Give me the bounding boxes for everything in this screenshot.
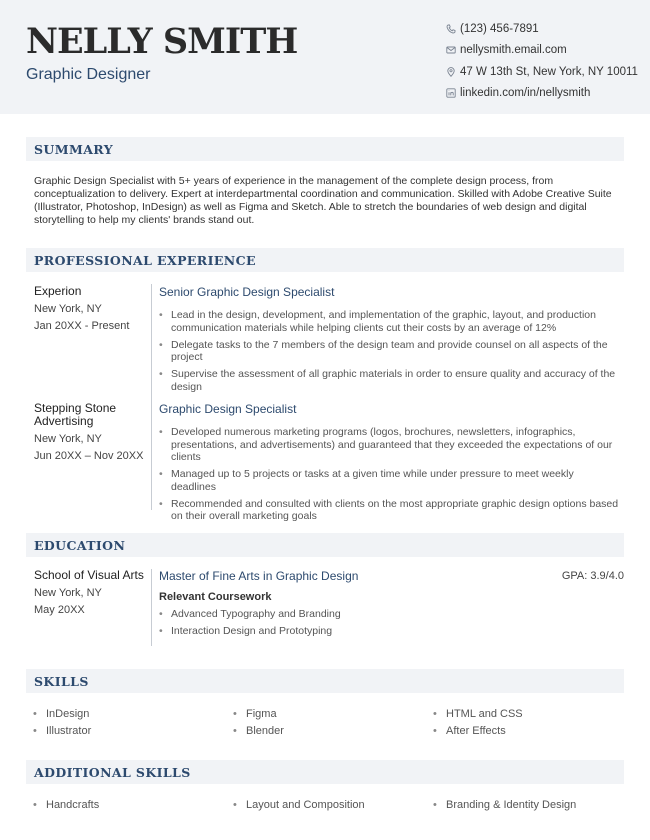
job-2-bullets	[159, 426, 619, 527]
list-item: • Interaction Design and Prototyping	[159, 625, 619, 638]
job-1-company: Experion	[34, 284, 82, 298]
skills-title: SKILLS	[34, 674, 89, 689]
gpa-value: GPA: 3.9/4.0	[561, 570, 624, 582]
contact-linkedin[interactable]	[446, 83, 650, 105]
coursework-list	[159, 608, 619, 642]
summary-text: Graphic Design Specialist with 5+ years of experience in the management of the complete design process, from conceptualization to delivery. Expert at interdepartmental coordination and communication. Skilled with Adobe Creative Suite (Illustrator, Photoshop, InDesign) as well as Figma and Sketch. Able to stretch the boundaries of web design and digital storytelling to help my clients' brands stand out.	[34, 175, 612, 226]
experience-divider	[151, 284, 152, 510]
school-name: School of Visual Arts	[34, 568, 144, 582]
address-text: 47 W 13th St, New York, NY 10011	[460, 65, 638, 78]
list-item: • Developed numerous marketing programs (logos, brochures, newsletters, infographics, presentations, and advertisements) and guaranteed that they exceeded the expectations of our clients	[159, 426, 619, 464]
contact-list	[446, 18, 650, 104]
job-2-location: New York, NY	[34, 433, 102, 445]
list-item: • Lead in the design, development, and implementation of the graphic, layout, and production communication materials while helping clients cut their costs by an average of 12%	[159, 309, 619, 334]
list-item: • Managed up to 5 projects or tasks at a given time while under pressure to meet weekly deadlines	[159, 468, 619, 493]
education-divider	[151, 569, 152, 646]
list-item: • Recommended and consulted with clients on the most appropriate graphic design options based on their overall marketing goals	[159, 498, 619, 523]
resume-header	[0, 0, 650, 114]
location-pin-icon	[446, 67, 456, 77]
mail-icon	[446, 45, 456, 55]
phone-text: (123) 456-7891	[460, 22, 539, 35]
job-2-meta	[34, 402, 149, 465]
coursework-label: Relevant Coursework	[159, 591, 272, 603]
job-1-bullets	[159, 309, 619, 398]
candidate-name: NELLY SMITH	[26, 21, 298, 62]
job-2-position: Graphic Design Specialist	[159, 402, 297, 416]
skill-item: • Figma	[233, 708, 277, 720]
skill-item: • After Effects	[433, 725, 506, 737]
additional-skills-title: ADDITIONAL SKILLS	[34, 765, 191, 780]
additional-skill-item: • Layout and Composition	[233, 799, 365, 811]
contact-email[interactable]	[446, 40, 650, 62]
summary-section-header	[26, 137, 624, 161]
skill-item: • InDesign	[33, 708, 90, 720]
additional-skills-section-header	[26, 760, 624, 784]
list-item: • Delegate tasks to the 7 members of the design team and provide counsel on all aspects of the project	[159, 339, 619, 364]
job-1-location: New York, NY	[34, 302, 102, 315]
education-meta	[34, 569, 149, 619]
skill-item: • Blender	[233, 725, 284, 737]
phone-icon	[446, 24, 456, 34]
graduation-date: May 20XX	[34, 603, 85, 616]
experience-section-header	[26, 248, 624, 272]
school-location: New York, NY	[34, 586, 102, 599]
job-2-company: Stepping Stone Advertising	[34, 401, 117, 428]
list-item: • Supervise the assessment of all graphic materials in order to ensure quality and accuracy of the design	[159, 368, 619, 393]
education-title: EDUCATION	[34, 538, 126, 553]
contact-address	[446, 61, 650, 83]
skill-item: • HTML and CSS	[433, 708, 523, 720]
email-text: nellysmith.email.com	[460, 44, 567, 57]
list-item: • Advanced Typography and Branding	[159, 608, 619, 621]
additional-skill-item: • Handcrafts	[33, 799, 100, 811]
skills-section-header	[26, 669, 624, 693]
candidate-role: Graphic Designer	[26, 66, 151, 83]
linkedin-text: linkedin.com/in/nellysmith	[460, 87, 591, 100]
education-section-header	[26, 533, 624, 557]
job-2-dates: Jun 20XX – Nov 20XX	[34, 450, 144, 462]
additional-skill-item: • Branding & Identity Design	[433, 799, 577, 811]
experience-title: PROFESSIONAL EXPERIENCE	[34, 253, 256, 268]
job-1-meta	[34, 285, 149, 335]
skill-item: • Illustrator	[33, 725, 92, 737]
job-1-position: Senior Graphic Design Specialist	[159, 285, 335, 299]
job-1-dates: Jan 20XX - Present	[34, 319, 130, 332]
degree-title: Master of Fine Arts in Graphic Design	[159, 569, 359, 583]
summary-title: SUMMARY	[34, 142, 114, 157]
contact-phone[interactable]	[446, 18, 650, 40]
linkedin-icon	[446, 88, 456, 98]
